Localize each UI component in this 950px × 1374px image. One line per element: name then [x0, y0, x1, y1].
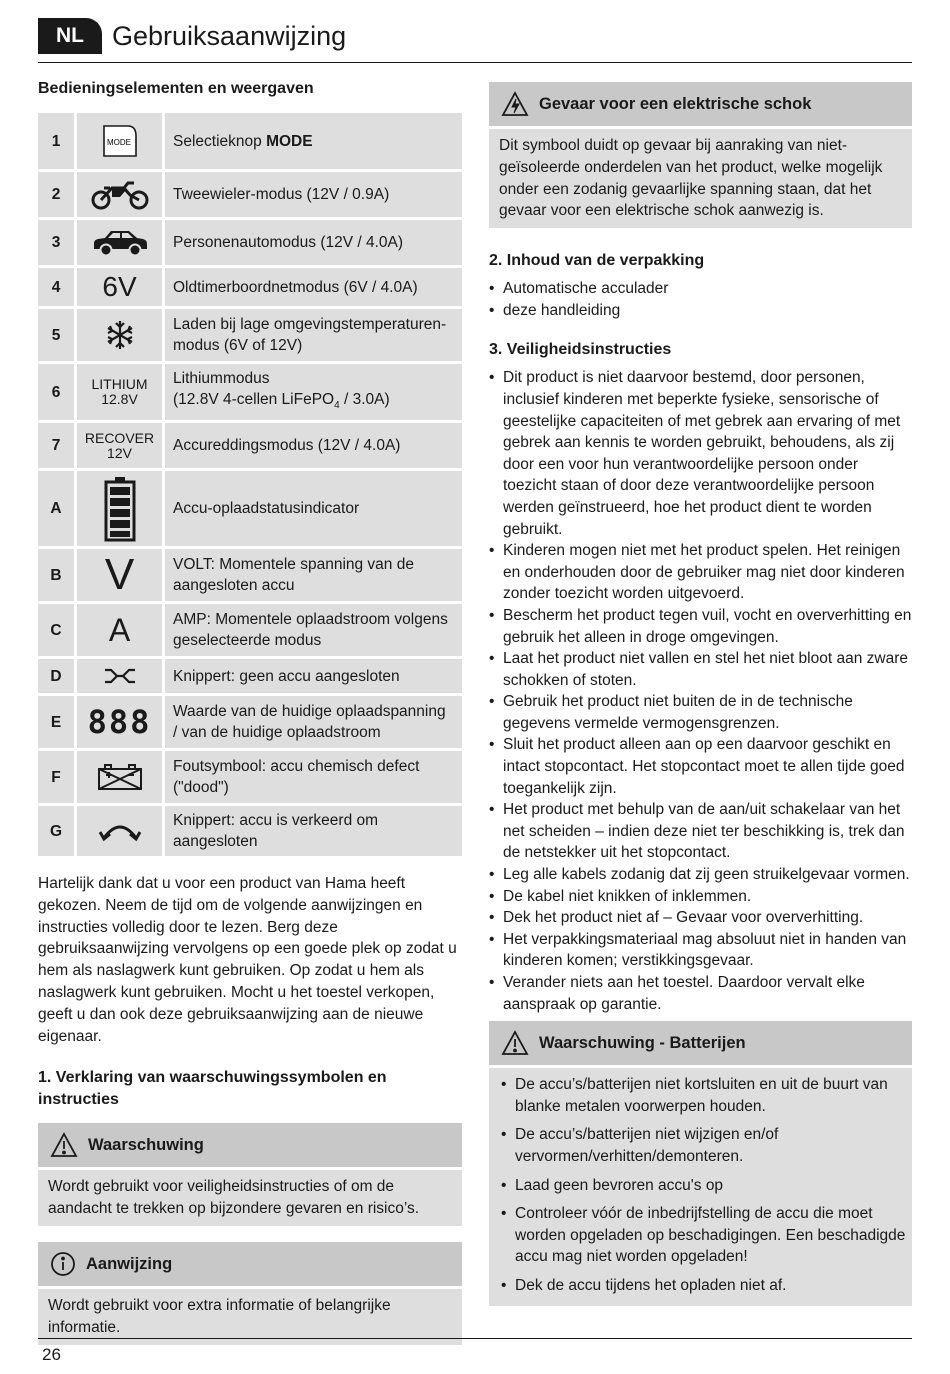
info-icon: [50, 1251, 76, 1277]
table-row: [38, 751, 462, 803]
row-key: A: [38, 471, 77, 546]
table-row: [38, 364, 462, 420]
battery-warning-title: Waarschuwing - Batterijen: [539, 1033, 746, 1052]
reverse-polarity-icon: [77, 806, 165, 856]
table-row: [38, 549, 462, 601]
list-item: • Sluit het product alleen aan op een daarvoor geschikt en intact stopcontact. Het stopcontact moet te allen tijde goed toegankelijk zijn.: [489, 734, 912, 799]
list-item: • Bescherm het product tegen vuil, vocht en oververhitting en gebruik het alleen in droge omgevingen.: [489, 605, 912, 648]
row-key: 7: [38, 423, 77, 468]
battery-level-icon: [77, 471, 165, 546]
volt-icon: V: [77, 549, 165, 601]
row-key: 4: [38, 268, 77, 306]
row-description: Lithiummodus (12.8V 4-cellen LiFePO$_4$ / 3.0A): [165, 364, 462, 420]
page-number: 26: [42, 1345, 61, 1364]
row-description: Knippert: geen accu aangesloten: [165, 659, 462, 693]
list-item: • Dek het product niet af – Gevaar voor oververhitting.: [489, 907, 912, 929]
row-description: Laden bij lage omgevingstemperaturen-modus (6V of 12V): [165, 309, 462, 361]
section-1-title: 1. Verklaring van waarschuwingssymbolen en instructies: [38, 1069, 387, 1109]
list-item: • Dek de accu tijdens het opladen niet af.: [489, 1275, 912, 1297]
page-title: Gebruiksaanwijzing: [112, 21, 347, 51]
row-description: Tweewieler-modus (12V / 0.9A): [165, 172, 462, 217]
package-list: [489, 278, 912, 321]
row-description: Waarde van de huidige oplaadspanning / van de huidige oplaadstroom: [165, 696, 462, 748]
mode-button-icon: [77, 113, 165, 169]
list-item: • Verander niets aan het toestel. Daardoor vervalt elke aanspraak op garantie.: [489, 972, 912, 1015]
list-item: • Het product met behulp van de aan/uit schakelaar van het net scheiden – indien deze niet ter beschikking is, trek dan de netstekker uit het stopcontact.: [489, 799, 912, 864]
note-text: Wordt gebruikt voor extra informatie of belangrijke informatie.: [38, 1289, 462, 1345]
table-row: [38, 172, 462, 217]
battery-warning-body: [489, 1068, 912, 1305]
row-description: Oldtimerboordnetmodus (6V / 4.0A): [165, 268, 462, 306]
warning-box-header: [38, 1123, 462, 1167]
list-item: • Laad geen bevroren accu's op: [489, 1175, 912, 1197]
left-column: [38, 78, 462, 1345]
list-item: • deze handleiding: [489, 300, 912, 322]
row-description: AMP: Momentele oplaadstroom volgens geselecteerde modus: [165, 604, 462, 656]
amp-icon: A: [77, 604, 165, 656]
shock-title: Gevaar voor een elektrische schok: [539, 94, 812, 113]
shock-box: [489, 82, 912, 228]
svg-text:MODE: MODE: [106, 138, 131, 147]
table-row: [38, 220, 462, 265]
row-key: B: [38, 549, 77, 601]
row-key: 2: [38, 172, 77, 217]
note-box: [38, 1242, 462, 1345]
list-item: • Automatische acculader: [489, 278, 912, 300]
controls-table: [38, 110, 462, 859]
snowflake-icon: [77, 309, 165, 361]
row-description: VOLT: Momentele spanning van de aangesloten accu: [165, 549, 462, 601]
battery-warning-box: [489, 1021, 912, 1305]
controls-title: Bedieningselementen en weergaven: [38, 80, 314, 97]
row-description: Accureddingsmodus (12V / 4.0A): [165, 423, 462, 468]
list-item: • Dit product is niet daarvoor bestemd, door personen, inclusief kinderen met beperkte fysieke, sensorische of geestelijke capaciteiten of met gebrek aan ervaring of met gebrek aan kennis te worden gebruikt, behoudens, als zij door een voor hun verantwoordelijke persoon onder toezicht staan of door deze verantwoordelijke persoon werden geïnstrueerd, hoe het product dient te worden gebruikt.: [489, 367, 912, 540]
car-icon: [77, 220, 165, 265]
row-description: Foutsymbool: accu chemisch defect ("dood"): [165, 751, 462, 803]
section-2-title: 2. Inhoud van de verpakking: [489, 252, 705, 270]
table-row: [38, 696, 462, 748]
table-row: [38, 268, 462, 306]
battery-warning-list: [489, 1074, 912, 1296]
lithium-icon: LITHIUM 12.8V: [77, 364, 165, 420]
note-box-header: [38, 1242, 462, 1286]
row-key: D: [38, 659, 77, 693]
language-badge: NL: [38, 18, 102, 54]
list-item: • Het verpakkingsmateriaal mag absoluut niet in handen van kinderen komen; verstikkingsgevaar.: [489, 929, 912, 972]
list-item: • De kabel niet knikken of inklemmen.: [489, 886, 912, 908]
warning-triangle-icon: [50, 1132, 78, 1158]
table-row: [38, 659, 462, 693]
warning-triangle-icon: [501, 1030, 529, 1056]
row-key: C: [38, 604, 77, 656]
list-item: • De accu’s/batterijen niet kortsluiten en uit de buurt van blanke metalen voorwerpen houden.: [489, 1074, 912, 1117]
table-row: [38, 423, 462, 468]
row-description: Selectieknop MODE: [165, 113, 462, 169]
page-header: [38, 12, 912, 63]
row-key: 3: [38, 220, 77, 265]
row-key: 5: [38, 309, 77, 361]
warning-title: Waarschuwing: [88, 1135, 204, 1154]
recover-icon: RECOVER 12V: [77, 423, 165, 468]
note-title: Aanwijzing: [86, 1254, 173, 1273]
row-key: 1: [38, 113, 77, 169]
table-row: [38, 309, 462, 361]
row-key: 6: [38, 364, 77, 420]
row-key: E: [38, 696, 77, 748]
list-item: • De accu’s/batterijen niet wijzigen en/of vervormen/verhitten/demonteren.: [489, 1124, 912, 1167]
list-item: • Leg alle kabels zodanig dat zij geen struikelgevaar vormen.: [489, 864, 912, 886]
row-key: G: [38, 806, 77, 856]
row-description: Knippert: accu is verkeerd om aangesloten: [165, 806, 462, 856]
row-description: Accu-oplaadstatusindicator: [165, 471, 462, 546]
table-row: [38, 604, 462, 656]
section-3-title: 3. Veiligheidsinstructies: [489, 341, 672, 359]
6v-icon: 6V: [77, 268, 165, 306]
battery-warning-header: [489, 1021, 912, 1065]
row-key: F: [38, 751, 77, 803]
list-item: • Controleer vóór de inbedrijfstelling de accu die moet worden opgeladen op beschadigingen. Een beschadigde accu mag niet worden opgeladen!: [489, 1203, 912, 1268]
list-item: • Kinderen mogen niet met het product spelen. Het reinigen en onderhouden door de gebruiker mag niet door kinderen zonder toezicht worden uitgevoerd.: [489, 540, 912, 605]
table-row: [38, 471, 462, 546]
electric-shock-icon: [501, 91, 529, 117]
seven-segment-icon: 888: [77, 696, 165, 748]
safety-list: [489, 367, 912, 1015]
shock-text: Dit symbool duidt op gevaar bij aanraking van niet-geïsoleerde onderdelen van het product, welke mogelijk onder een zodanig gevaarlijke spanning staan, dat het gevaar voor een elektrische schok aanwezig is.: [489, 129, 912, 228]
warning-box: [38, 1123, 462, 1226]
table-row: [38, 806, 462, 856]
page-footer: [38, 1338, 912, 1364]
motorcycle-icon: [77, 172, 165, 217]
list-item: • Laat het product niet vallen en stel het niet bloot aan zware schokken of stoten.: [489, 648, 912, 691]
list-item: • Gebruik het product niet buiten de in de technische gegevens vermelde vermogensgrenzen.: [489, 691, 912, 734]
battery-fault-icon: [77, 751, 165, 803]
shock-box-header: [489, 82, 912, 126]
disconnected-icon: [77, 659, 165, 693]
row-description: Personenautomodus (12V / 4.0A): [165, 220, 462, 265]
warning-text: Wordt gebruikt voor veiligheidsinstructies of om de aandacht te trekken op bijzondere gevaren en risico’s.: [38, 1170, 462, 1226]
right-column: [489, 82, 912, 1306]
intro-text: Hartelijk dank dat u voor een product van Hama heeft gekozen. Neem de tijd om de volgende aanwijzingen en instructies volledig door te lezen. Berg deze gebruiksaanwijzing vervolgens op een goede plek op zodat u hem als naslagwerk kunt gebruiken. Op zodat u hem als naslagwerk kunt gebruiken. Mocht u het toestel verkopen, geeft u dan ook deze gebruiksaanwijzing aan de nieuwe eigenaar.: [38, 875, 457, 1045]
table-row: [38, 113, 462, 169]
